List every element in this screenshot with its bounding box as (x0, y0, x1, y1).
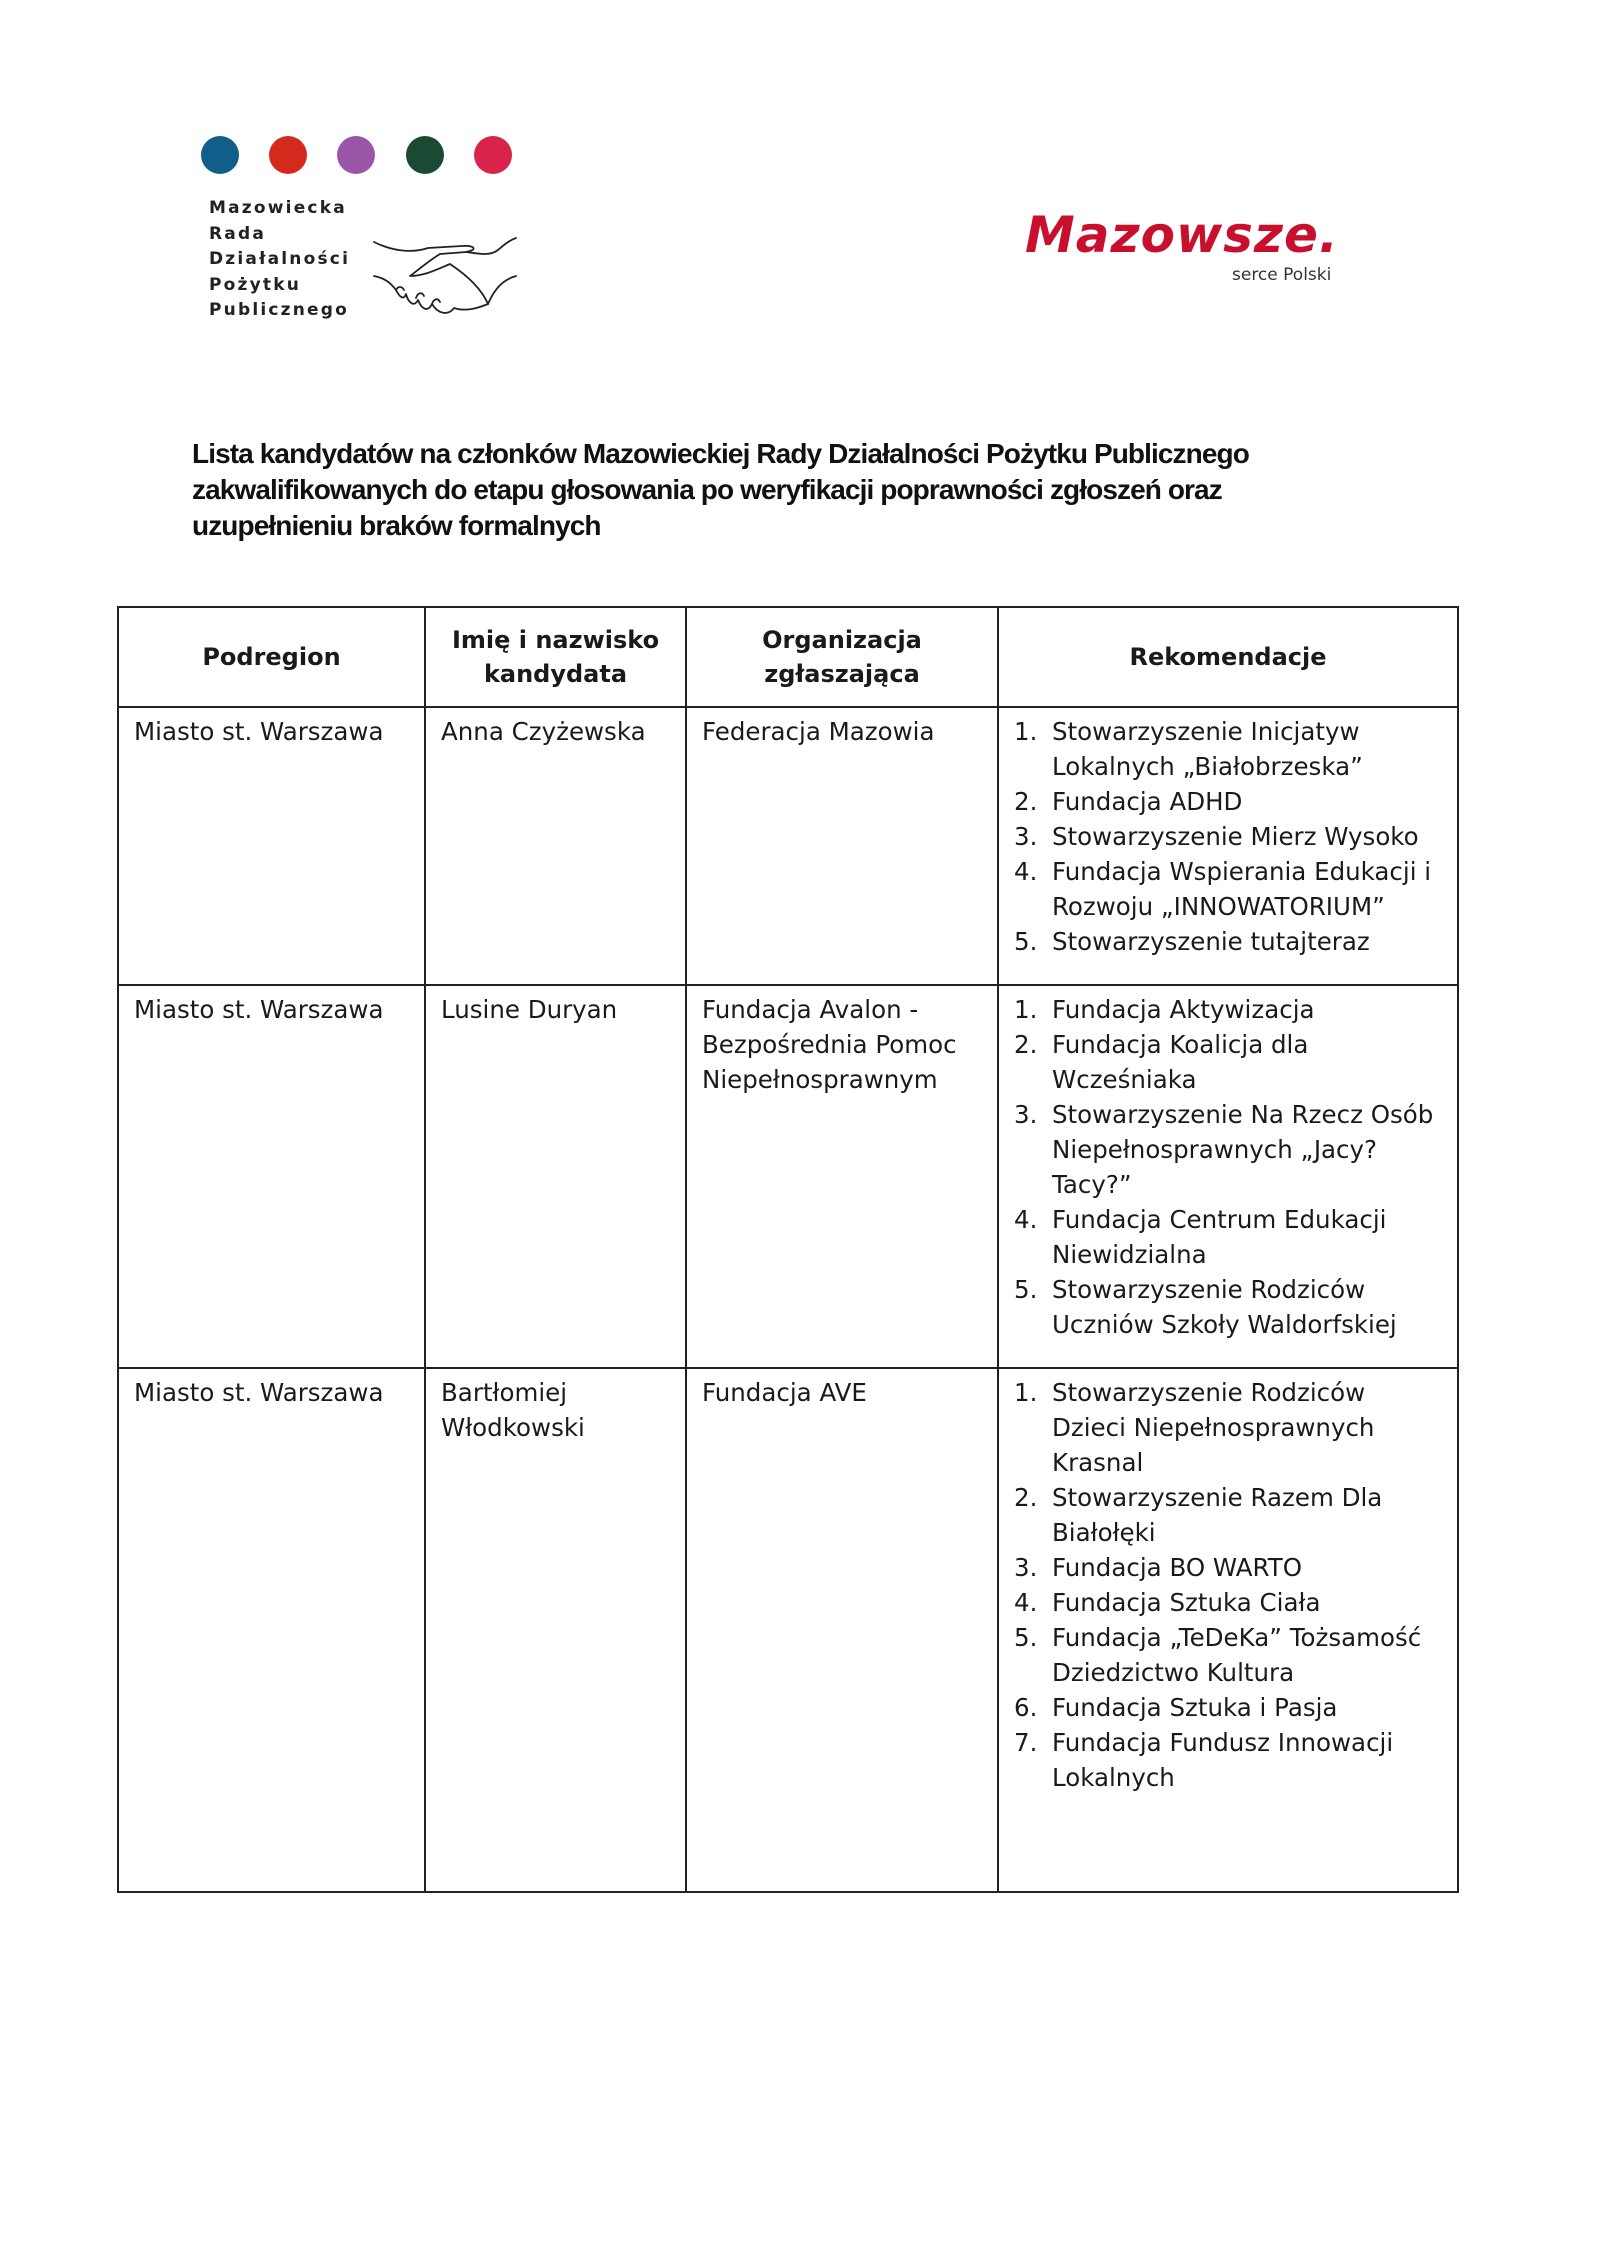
item-text: Fundacja Koalicja dla Wcześniaka (1052, 1030, 1309, 1094)
item-text: Stowarzyszenie Na Rzecz Osób Niepełnosprawnych „Jacy? Tacy?” (1052, 1100, 1434, 1199)
cell-recommendations (998, 707, 1458, 985)
logo-dot-crimson (474, 136, 512, 174)
item-number: 7. (1014, 1728, 1038, 1757)
item-number: 5. (1014, 1623, 1038, 1652)
recommendation-list (1014, 992, 1445, 1342)
recommendation-item (1014, 992, 1445, 1027)
cell-candidate: Anna Czyżewska (425, 707, 686, 985)
recommendation-item (1014, 924, 1445, 959)
logo-line: Działalności (209, 249, 351, 269)
item-number: 2. (1014, 1030, 1038, 1059)
recommendation-item (1014, 1550, 1445, 1585)
recommendation-item (1014, 1272, 1445, 1342)
header-organization: Organizacja zgłaszająca (686, 607, 998, 707)
item-number: 4. (1014, 1205, 1038, 1234)
item-text: Fundacja Aktywizacja (1052, 995, 1315, 1024)
item-text: Fundacja Fundusz Innowacji Lokalnych (1052, 1728, 1394, 1792)
item-text: Fundacja Sztuka Ciała (1052, 1588, 1321, 1617)
item-number: 5. (1014, 1275, 1038, 1304)
item-text: Stowarzyszenie Razem Dla Białołęki (1052, 1483, 1383, 1547)
cell-organization: Fundacja Avalon - Bezpośrednia Pomoc Niepełnosprawnym (686, 985, 998, 1368)
item-text: Fundacja BO WARTO (1052, 1553, 1303, 1582)
item-text: Fundacja ADHD (1052, 787, 1243, 816)
table-header-row (118, 607, 1458, 707)
item-text: Fundacja Sztuka i Pasja (1052, 1693, 1338, 1722)
item-number: 1. (1014, 1378, 1038, 1407)
handshake-icon (370, 220, 520, 320)
logo-line: Mazowiecka (209, 198, 347, 218)
cell-recommendations (998, 985, 1458, 1368)
table-row (118, 1368, 1458, 1892)
logo-dot-red (269, 136, 307, 174)
item-text: Fundacja „TeDeKa” Tożsamość Dziedzictwo Kultura (1052, 1623, 1422, 1687)
item-number: 4. (1014, 1588, 1038, 1617)
recommendation-item (1014, 1585, 1445, 1620)
recommendation-list (1014, 1375, 1445, 1795)
recommendation-item (1014, 714, 1445, 784)
cell-podregion: Miasto st. Warszawa (118, 985, 425, 1368)
item-text: Stowarzyszenie Inicjatyw Lokalnych „Białobrzeska” (1052, 717, 1363, 781)
item-number: 1. (1014, 995, 1038, 1024)
cell-candidate: Bartłomiej Włodkowski (425, 1368, 686, 1892)
logo-dot-blue (201, 136, 239, 174)
recommendation-item (1014, 1202, 1445, 1272)
recommendation-item (1014, 1097, 1445, 1202)
recommendation-item (1014, 1725, 1445, 1795)
cell-organization: Fundacja AVE (686, 1368, 998, 1892)
document-title: Lista kandydatów na członków Mazowieckiej Rady Działalności Pożytku Publicznego zakwalifikowanych do etapu głosowania po weryfikacji poprawności zgłoszeń oraz uzupełnieniu braków formalnych (192, 438, 1249, 541)
item-text: Fundacja Wspierania Edukacji i Rozwoju „INNOWATORIUM” (1052, 857, 1432, 921)
cell-recommendations (998, 1368, 1458, 1892)
item-number: 4. (1014, 857, 1038, 886)
recommendation-item (1014, 819, 1445, 854)
item-number: 3. (1014, 822, 1038, 851)
mazowsze-tagline: serce Polski (1232, 265, 1332, 285)
item-text: Stowarzyszenie tutajteraz (1052, 927, 1370, 956)
recommendation-item (1014, 784, 1445, 819)
logo-line: Pożytku (209, 274, 302, 295)
logo-line: Rada (209, 223, 267, 244)
recommendation-item (1014, 854, 1445, 924)
item-number: 3. (1014, 1553, 1038, 1582)
item-number: 2. (1014, 1483, 1038, 1512)
item-number: 2. (1014, 787, 1038, 816)
table-row (118, 985, 1458, 1368)
item-text: Fundacja Centrum Edukacji Niewidzialna (1052, 1205, 1387, 1269)
item-number: 3. (1014, 1100, 1038, 1129)
header-candidate: Imię i nazwisko kandydata (425, 607, 686, 707)
header-recommendations: Rekomendacje (998, 607, 1458, 707)
recommendation-item (1014, 1480, 1445, 1550)
mazowsze-logo (1025, 205, 1345, 295)
item-text: Stowarzyszenie Rodziców Uczniów Szkoły Waldorfskiej (1052, 1275, 1397, 1339)
cell-podregion: Miasto st. Warszawa (118, 1368, 425, 1892)
cell-organization: Federacja Mazowia (686, 707, 998, 985)
recommendation-item (1014, 1027, 1445, 1097)
candidates-table (117, 606, 1459, 1893)
cell-candidate: Lusine Duryan (425, 985, 686, 1368)
logo-dot-purple (337, 136, 375, 174)
recommendation-item (1014, 1375, 1445, 1480)
item-text: Stowarzyszenie Rodziców Dzieci Niepełnosprawnych Krasnal (1052, 1378, 1375, 1477)
item-number: 5. (1014, 927, 1038, 956)
item-number: 1. (1014, 717, 1038, 746)
header-podregion: Podregion (118, 607, 425, 707)
council-logo-text (209, 196, 350, 324)
logo-dot-green (406, 136, 444, 174)
recommendation-list (1014, 714, 1445, 959)
item-text: Stowarzyszenie Mierz Wysoko (1052, 822, 1419, 851)
recommendation-item (1014, 1620, 1445, 1690)
cell-podregion: Miasto st. Warszawa (118, 707, 425, 985)
logo-line: Publicznego (209, 300, 350, 320)
item-number: 6. (1014, 1693, 1038, 1722)
mazowsze-wordmark: Mazowsze. (1025, 206, 1339, 264)
table-row (118, 707, 1458, 985)
recommendation-item (1014, 1690, 1445, 1725)
